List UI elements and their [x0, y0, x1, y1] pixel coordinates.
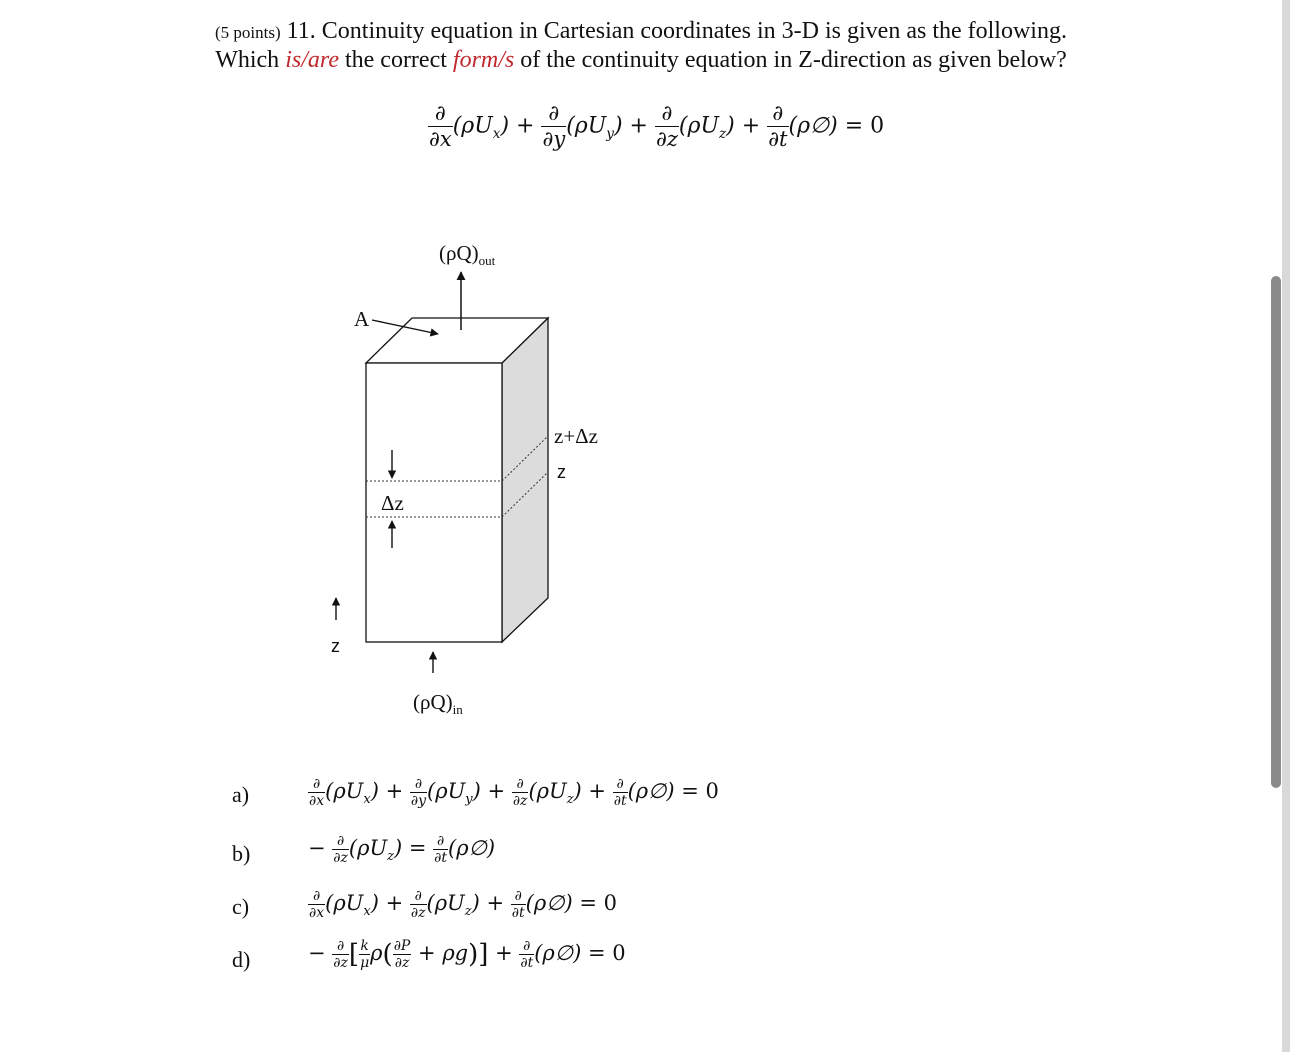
option-a-equation: $\frac{\partial}{\partial x}$ $(\rho U_x)$ + $\frac{\partial}{\partial y}$ $(\rho U_y)$ + $\frac{\partial}{\partial z}$ $(\rho U_z)$ + $\frac{\partial}{\partial t}$ (ρ∅) = 0	[309, 776, 719, 809]
z-level-label: z	[557, 462, 566, 482]
option-a-label: a)	[232, 782, 250, 807]
question-text-2c: of the continuity equation in Z-direction as given below?	[514, 47, 1067, 73]
is-are-highlight: is/are	[285, 47, 339, 73]
flow-out-label: $(\rho Q)_{out}$	[439, 241, 496, 269]
option-c-label: c)	[232, 894, 250, 919]
option-c-equation: $\frac{\partial}{\partial x}$ $(\rho U_x)$ + $\frac{\partial}{\partial z}$ $(\rho U_z)$ + $\frac{\partial}{\partial t}$ (ρ∅) = 0	[309, 888, 617, 921]
z-plus-dz-label: z+Δz	[554, 424, 598, 448]
question-text-1: 11. Continuity equation in Cartesian coordinates in 3-D is given as the following.	[286, 18, 1067, 44]
flow-in-label: $(\rho Q)_{in}$	[413, 690, 463, 718]
question-text-2a: Which	[215, 47, 286, 73]
option-d-label: d)	[232, 947, 251, 972]
option-b-label: b)	[232, 841, 251, 866]
box-side-face	[502, 318, 548, 642]
option-d-equation: − $\frac{\partial}{\partial z}$ [ $\frac{k}{\mu}$ ρ( $\frac{\partial P}{\partial z}$ + ρg)] + $\frac{\partial}{\partial t}$ (ρ∅) = 0	[308, 938, 626, 971]
main-continuity-equation: $\frac{\partial}{\partial x}$ $(\rho U_x)$ + $\frac{\partial}{\partial y}$ $(\rho U_y)$ + $\frac{\partial}{\partial z}$ $(\rho U_z)$ + $\frac{\partial}{\partial t}$ (ρ∅) = 0	[429, 101, 885, 151]
delta-z-label: Δz	[381, 491, 404, 515]
question-text-2b: the correct	[338, 47, 453, 73]
area-label: A	[354, 307, 370, 331]
vertical-scrollbar[interactable]	[1271, 276, 1281, 788]
z-axis-label: z	[331, 636, 340, 656]
points-label: (5 points)	[215, 23, 281, 42]
forms-highlight: form/s	[452, 47, 515, 73]
option-b-equation: − $\frac{\partial}{\partial z}$ $(\rho U_z)$ = $\frac{\partial}{\partial t}$ (ρ∅)	[308, 833, 496, 866]
